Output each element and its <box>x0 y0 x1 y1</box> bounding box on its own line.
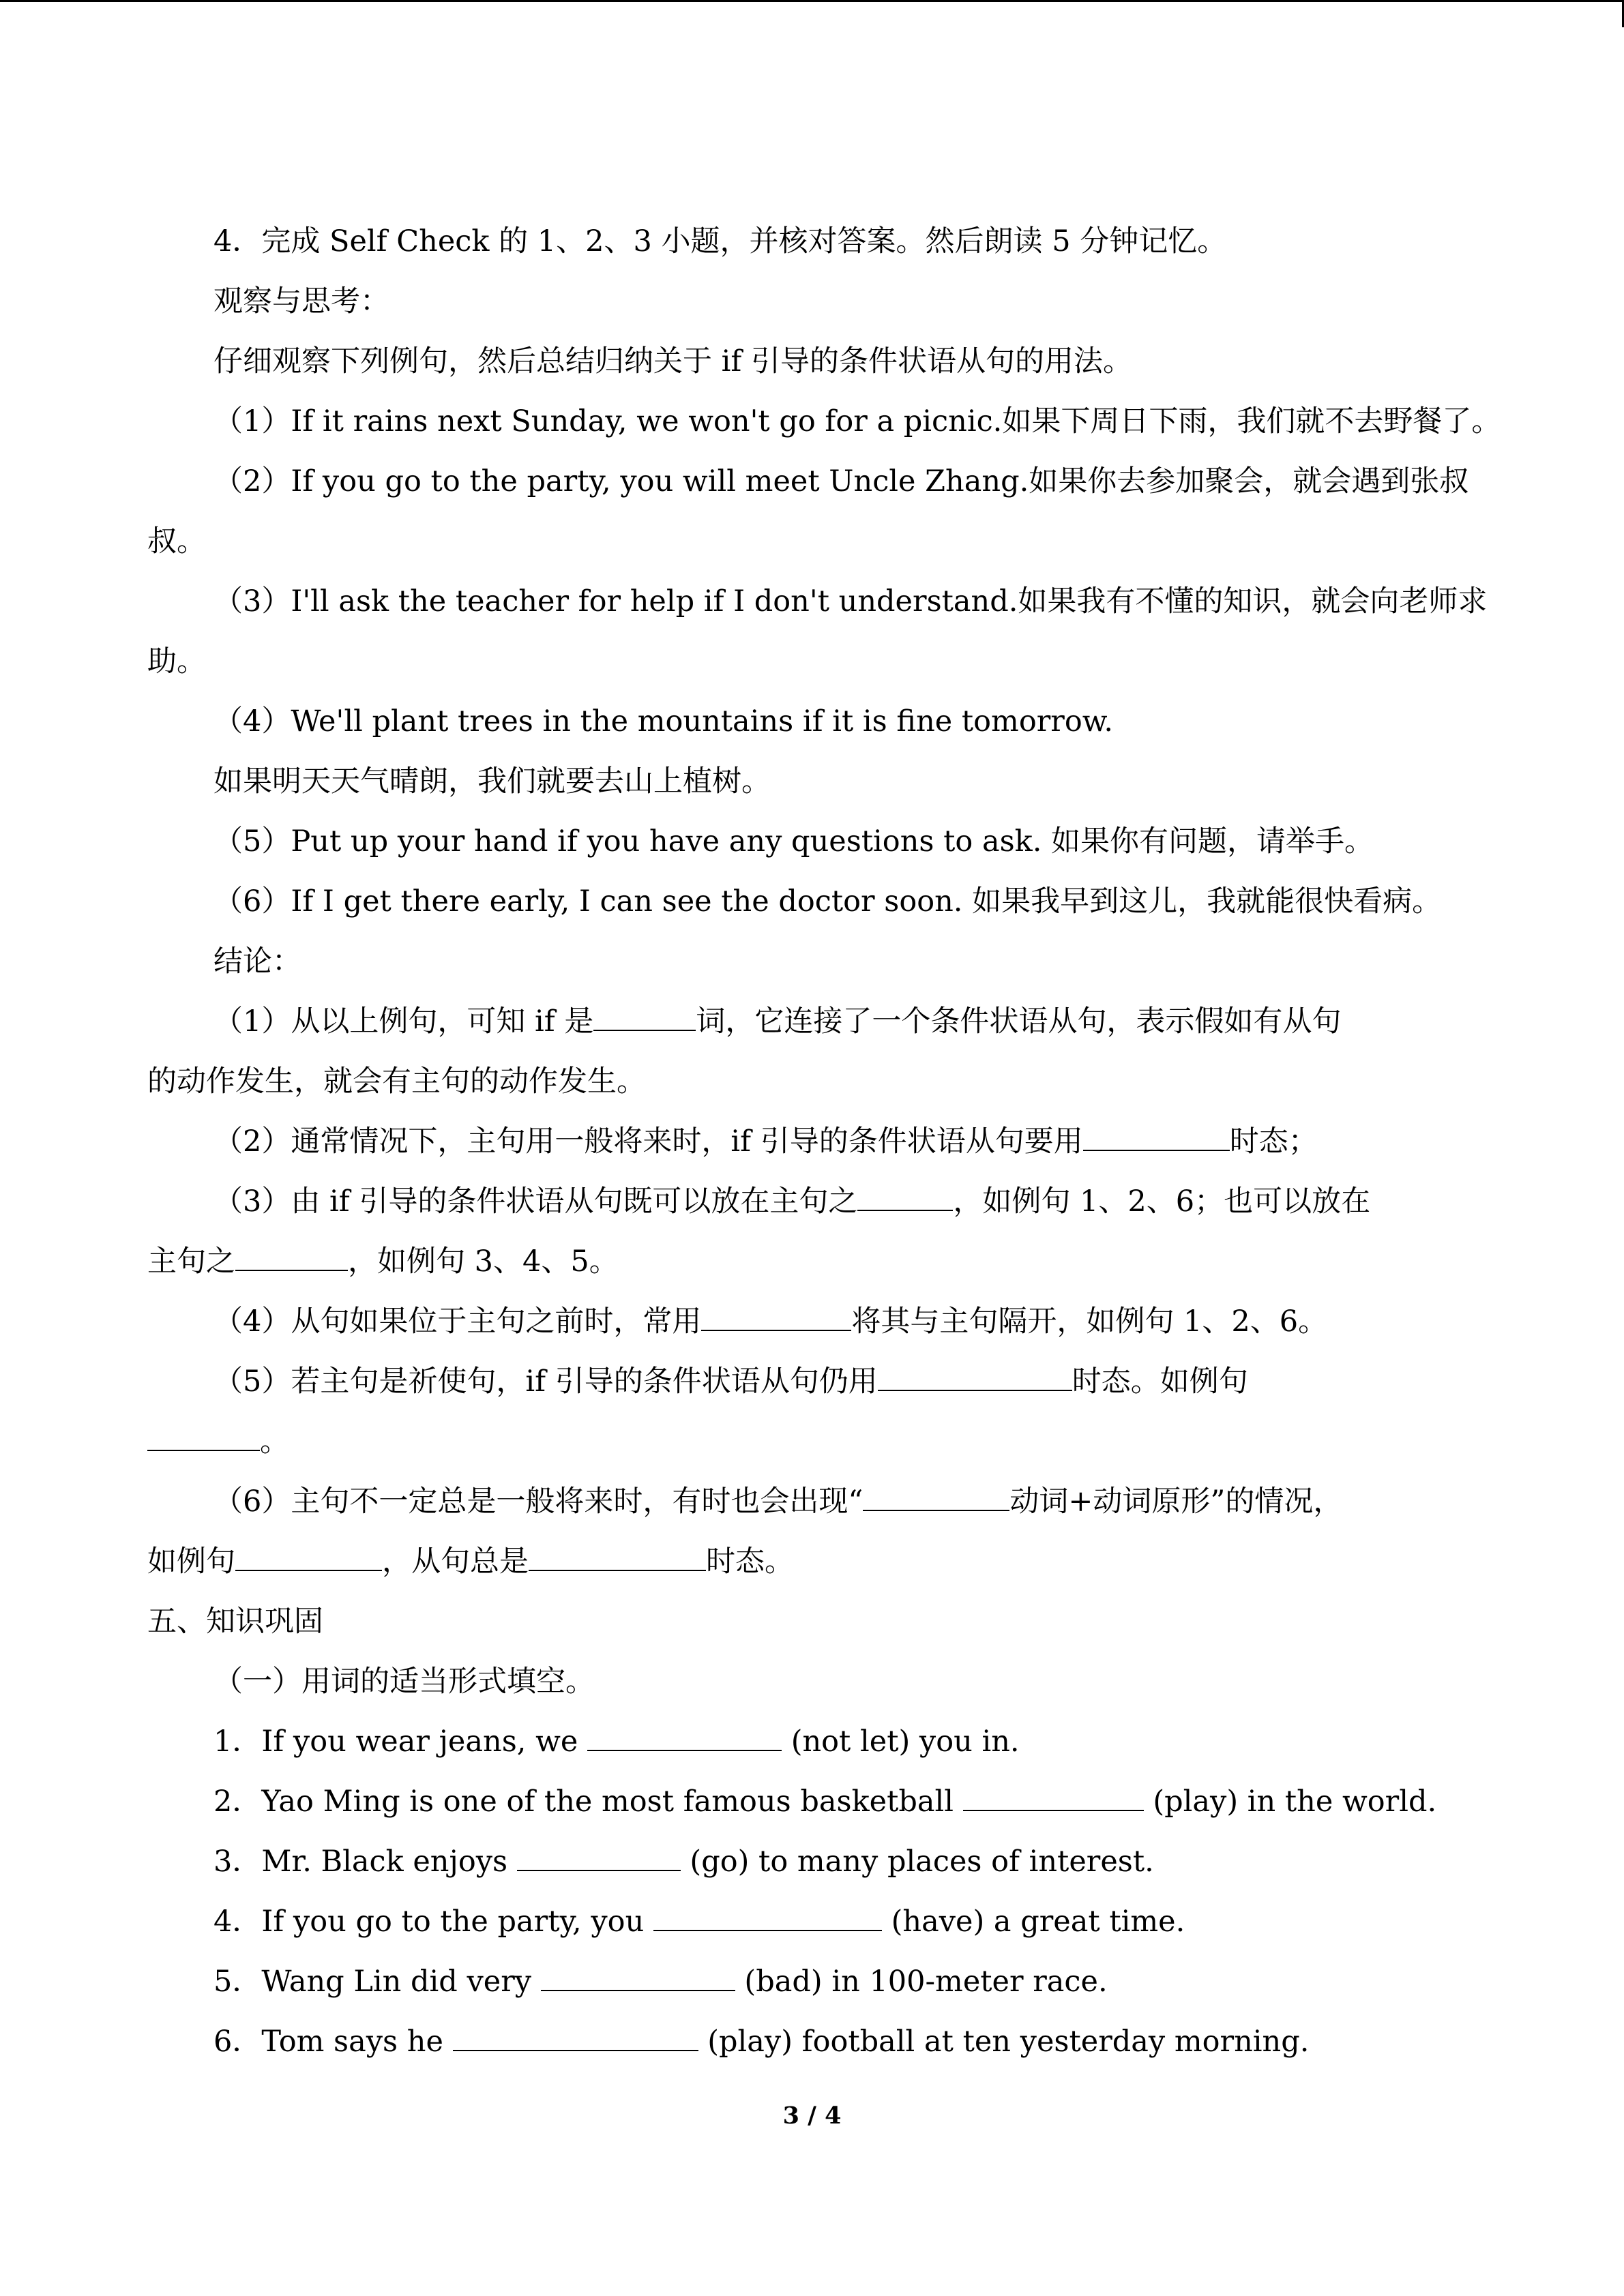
conclusion-3: （3）由 if 引导的条件状语从句既可以放在主句之 ，如例句 1、2、6；也可以放在 <box>147 1172 1477 1232</box>
answer-blank[interactable] <box>517 1841 681 1871</box>
answer-blank[interactable] <box>863 1481 1009 1511</box>
answer-blank[interactable] <box>235 1541 382 1571</box>
answer-blank[interactable] <box>235 1241 348 1271</box>
answer-blank[interactable] <box>653 1901 882 1931</box>
answer-blank[interactable] <box>593 1001 696 1031</box>
conclusion-2: （2）通常情况下，主句用一般将来时，if 引导的条件状语从句要用 时态； <box>147 1112 1477 1172</box>
example-3: （3）I'll ask the teacher for help if I don't understand.如果我有不懂的知识，就会向老师求 <box>213 584 1488 618</box>
example-2: （2）If you go to the party, you will meet Uncle Zhang.如果你去参加聚会，就会遇到张叔 <box>213 464 1469 498</box>
example-6: （6）If I get there early, I can see the doctor soon. 如果我早到这儿，我就能很快看病。 <box>213 884 1442 919</box>
page-number: 3 / 4 <box>782 2102 842 2130</box>
instruction-line: 仔细观察下列例句，然后总结归纳关于 if 引导的条件状语从句的用法。 <box>213 344 1133 378</box>
conclusion-1: （1）从以上例句，可知 if 是 词，它连接了一个条件状语从句，表示假如有从句 <box>147 992 1477 1052</box>
conclusion-3-continued: 主句之 ，如例句 3、4、5。 <box>147 1232 1477 1292</box>
section-5-heading: 五、知识巩固 <box>147 1605 323 1639</box>
answer-blank[interactable] <box>701 1301 851 1331</box>
answer-blank[interactable] <box>963 1781 1144 1811</box>
answer-blank[interactable] <box>878 1361 1072 1391</box>
exercise-2: 2．Yao Ming is one of the most famous basketball (play) in the world. <box>147 1772 1477 1832</box>
example-2-continued: 叔。 <box>147 524 206 558</box>
answer-blank[interactable] <box>529 1541 706 1571</box>
example-5: （5）Put up your hand if you have any questions to ask. 如果你有问题，请举手。 <box>213 824 1374 859</box>
exercise-5: 5．Wang Lin did very (bad) in 100-meter race. <box>147 1952 1477 2012</box>
example-4: （4）We'll plant trees in the mountains if it is fine tomorrow. <box>213 704 1114 739</box>
example-4-translation: 如果明天天气晴朗，我们就要去山上植树。 <box>213 764 771 799</box>
answer-blank[interactable] <box>587 1721 782 1751</box>
exercise-1: 1．If you wear jeans, we (not let) you in. <box>147 1712 1477 1772</box>
conclusion-4: （4）从句如果位于主句之前时，常用 将其与主句隔开，如例句 1、2、6。 <box>147 1292 1477 1352</box>
exercise-3: 3．Mr. Black enjoys (go) to many places of interest. <box>147 1832 1477 1892</box>
conclusion-6: （6）主句不一定总是一般将来时，有时也会出现“ 动词+动词原形”的情况， <box>147 1472 1477 1532</box>
example-3-continued: 助。 <box>147 644 206 679</box>
section-5-part-1-heading: （一）用词的适当形式填空。 <box>213 1665 595 1699</box>
observe-heading: 观察与思考： <box>213 284 389 318</box>
document-page <box>147 211 1501 2072</box>
page-top-border <box>0 0 1624 2</box>
answer-blank[interactable] <box>541 1961 735 1991</box>
exercise-6: 6．Tom says he (play) football at ten yesterday morning. <box>147 2012 1477 2072</box>
answer-blank[interactable] <box>857 1181 953 1211</box>
example-1: （1）If it rains next Sunday, we won't go for a picnic.如果下周日下雨，我们就不去野餐了。 <box>213 404 1501 438</box>
answer-blank[interactable] <box>147 1421 260 1451</box>
exercise-4: 4．If you go to the party, you (have) a great time. <box>147 1892 1477 1952</box>
conclusion-6-continued: 如例句 ，从句总是 时态。 <box>147 1532 1477 1592</box>
conclusion-1-continued: 的动作发生，就会有主句的动作发生。 <box>147 1064 646 1099</box>
step-4-line: 4．完成 Self Check 的 1、2、3 小题，并核对答案。然后朗读 5 分钟记忆。 <box>213 224 1227 258</box>
conclusion-5-continued: 。 <box>147 1412 1477 1472</box>
conclusion-heading: 结论： <box>213 944 301 979</box>
answer-blank[interactable] <box>453 2021 698 2051</box>
conclusion-5: （5）若主句是祈使句，if 引导的条件状语从句仍用 时态。如例句 <box>147 1352 1477 1412</box>
answer-blank[interactable] <box>1083 1121 1230 1151</box>
